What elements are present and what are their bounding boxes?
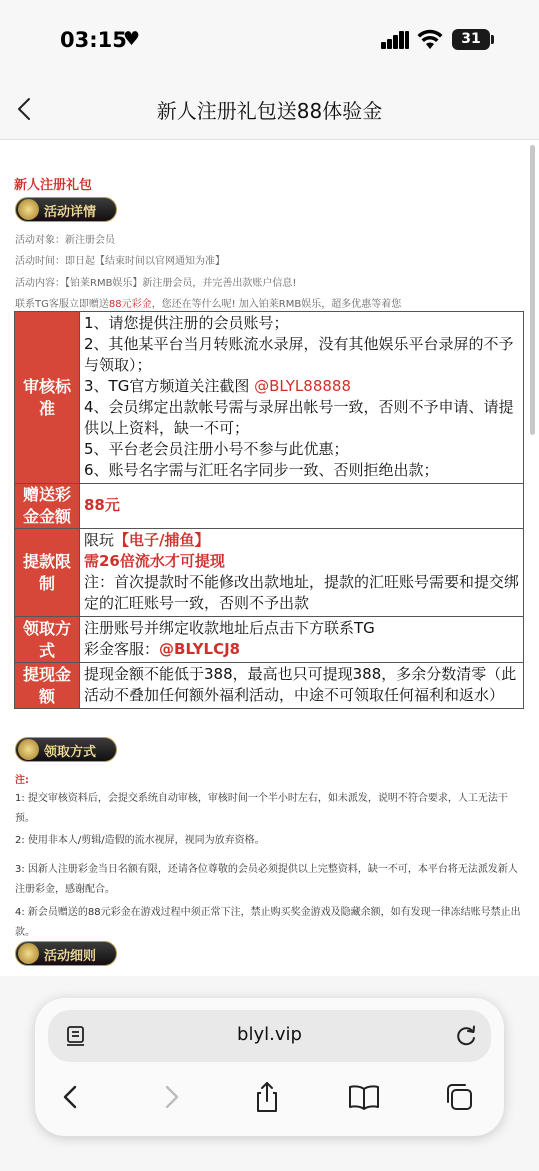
row-head-withdraw-limit: 提款限制 [15,529,80,616]
wifi-icon [417,28,443,50]
claim-line-2 [84,639,519,660]
table-row-claim-method [15,617,523,663]
review-line-6: 6、账号名字需与汇旺名字同步一致、否则拒绝出款； [84,461,439,479]
row-body-bonus [80,484,523,528]
back-icon[interactable] [54,1080,88,1114]
row-head-review: 审核标准 [15,312,80,483]
limit-prefix: 限玩 [84,531,115,549]
activity-rules-badge [15,941,117,966]
contact-prefix: 联系TG客服立即赠送 [15,299,109,310]
status-bar [0,0,539,78]
review-line-3 [84,376,519,397]
row-body-withdraw-limit [80,529,523,616]
note-4: 4: 新会员赠送的88元彩金在游戏过程中须正常下注，禁止购买奖金游戏及隐藏余额，如有发现一律冻结账号禁止出款。 [15,907,521,938]
info-time: 活动时间：即日起【结束时间以官网通知为准】 [15,256,225,267]
emblem-icon [18,943,39,964]
forward-icon[interactable] [154,1080,188,1114]
claim-line-1: 注册账号并绑定收款地址后点击下方联系TG [84,619,375,637]
contact-suffix: ，您还在等什么呢! 加入铂莱RMB娱乐，超多优惠等着您 [151,299,402,310]
contact-amount: 88元彩金 [108,299,152,310]
share-icon[interactable] [250,1080,284,1114]
address-bar[interactable] [48,1010,491,1062]
page-content[interactable] [0,141,539,976]
badge-label: 活动细则 [44,949,97,964]
bookmarks-icon[interactable] [347,1080,381,1114]
row-head-claim-method: 领取方式 [15,617,80,662]
note-3: 3: 因新人注册彩金当日名额有限，还请各位尊敬的会员必须提供以上完整资料，缺一不可，本平台将无法派发新人注册彩金，感谢配合。 [15,864,518,895]
claim-method-badge [15,737,117,762]
notes-heading: 注: [15,775,29,786]
row-head-withdraw-amount: 提现金额 [15,663,80,708]
activity-details-badge [15,197,117,222]
note-1: 1: 提交审核资料后，会提交系统自动审核，审核时间一个半小时左右，如未派发，说明不符合要求，人工无法干预。 [15,793,508,824]
info-desc: 活动内容：【铂莱RMB娱乐】新注册会员，并完善出款账户信息! [15,278,297,289]
status-time: 03:15 [60,28,127,52]
info-target: 活动对象：新注册会员 [15,235,115,246]
note-2: 2: 使用非本人/剪辑/造假的流水视屏，视同为放弃资格。 [15,835,265,846]
battery-icon: 31 [452,29,490,50]
withdraw-note: 注：首次提款时不能修改出款地址，提款的汇旺账号需要和提交绑定的汇旺账号一致，否则不予出款 [84,573,520,612]
url-text[interactable]: blyl.vip [237,1024,302,1045]
claim-line-2-prefix: 彩金客服： [84,640,160,658]
limit-games-line [84,530,519,551]
badge-label: 领取方式 [44,745,97,760]
cellular-signal-icon [381,31,411,49]
table-row-bonus [15,484,523,529]
row-body-review [80,312,523,483]
review-line-3-text: 3、TG官方频道关注截图 [84,377,255,395]
gift-title: 新人注册礼包 [14,178,93,193]
page-title: 新人注册礼包送88体验金 [156,99,383,123]
badge-label: 活动详情 [44,205,97,220]
review-line-4: 4、会员绑定出款帐号需与录屏出帐号一致，否则不予申请、请提供以上资料，缺一不可； [84,398,514,437]
table-row-withdraw-amount [15,663,523,708]
limit-games: 【电子/捕鱼】 [114,531,210,549]
battery-tip [491,35,494,44]
bonus-amount: 88元 [84,496,120,514]
row-body-claim-method [80,617,523,662]
nav-header [0,78,539,140]
rules-table [14,311,524,709]
tg-service-handle[interactable]: @BLYLCJ8 [159,640,241,658]
review-line-1: 1、请您提供注册的会员账号； [84,314,289,332]
tg-channel-link[interactable]: @BLYL88888 [254,377,352,395]
table-row-review [15,312,523,484]
review-line-2: 2、其他某平台当月转账流水录屏，没有其他娱乐平台录屏的不予与领取）； [84,335,514,374]
turnover-requirement: 需26倍流水才可提现 [84,552,225,570]
tabs-icon[interactable] [442,1080,476,1114]
emblem-icon [18,199,39,220]
emblem-icon [18,739,39,760]
row-head-bonus: 赠送彩金金额 [15,484,80,528]
info-contact [15,295,401,310]
reload-icon[interactable] [454,1023,478,1049]
heart-icon: ♥ [123,28,141,50]
scrollbar[interactable] [530,145,535,435]
review-line-5: 5、平台老会员注册小号不参与此优惠； [84,440,349,458]
table-row-withdraw-limit [15,529,523,617]
browser-toolbar [35,998,504,1136]
row-body-withdraw-amount: 提现金额不能低于388，最高也只可提现388，多余分数清零（此活动不叠加任何额外福利活动，中途不可领取任何福利和返水） [84,665,517,704]
